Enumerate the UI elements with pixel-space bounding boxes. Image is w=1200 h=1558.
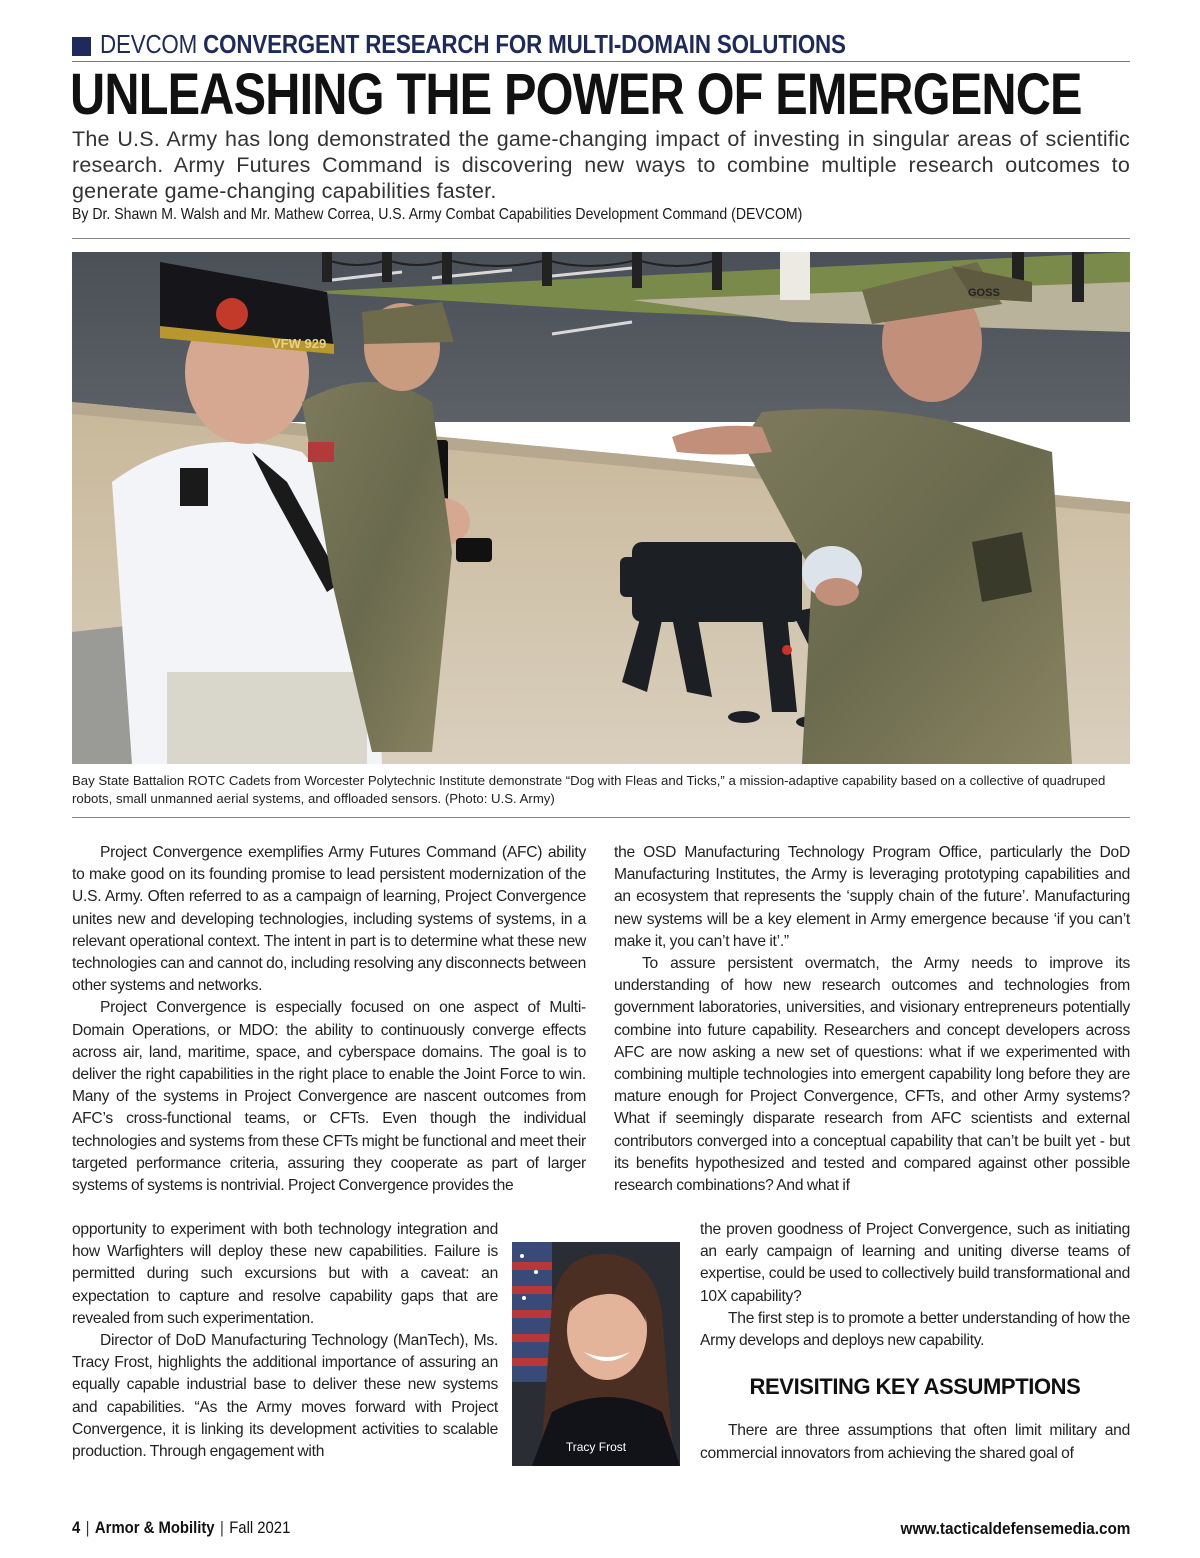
column-right bbox=[614, 842, 1130, 1197]
article-title: UNLEASHING THE POWER OF EMERGENCE bbox=[70, 62, 1082, 127]
body-paragraph: the OSD Manufacturing Technology Program Office, particularly the DoD Manufacturing Institutes, the Army is leveraging prototyping capabilities and an ecosystem that represents the ‘supply chain of the future’. Manufacturing new systems will be a key element in Army emergence because ‘if you can’t make it, you can’t have it’.” bbox=[614, 844, 1130, 950]
portrait-photo bbox=[512, 1242, 680, 1466]
portrait-illustration bbox=[512, 1242, 680, 1466]
body-paragraph: Project Convergence exemplifies Army Futures Command (AFC) ability to make good on its founding promise to lead persistent modernization of the U.S. Army. Often referred to as a campaign of learning, Project Convergence unites new and developing technologies, including systems of systems, in a relevant operational context. The intent in part is to determine what these new technologies can and cannot do, including resolving any disconnects between other systems and networks. bbox=[72, 844, 586, 995]
lead-photo bbox=[72, 252, 1130, 764]
body-paragraph: Director of DoD Manufacturing Technology (ManTech), Ms. Tracy Frost, highlights the additional importance of assuring an equally capable industrial base to deliver these new systems and capabilities. “As the Army moves forward with Project Convergence, it is linking its development activities to scalable production. Through engagement with bbox=[72, 1332, 498, 1461]
caption-divider bbox=[72, 817, 1130, 818]
portrait-label: Tracy Frost bbox=[565, 1440, 627, 1454]
article-deck: The U.S. Army has long demonstrated the game-changing impact of investing in singular areas of scientific research. Army Futures Command is discovering new ways to combine multiple research outcomes to generate game-changing capabilities faster. bbox=[72, 127, 1130, 203]
article-byline: By Dr. Shawn M. Walsh and Mr. Mathew Correa, U.S. Army Combat Capabilities Development Command (DEVCOM) bbox=[72, 206, 803, 223]
cap-text: VFW 929 bbox=[272, 336, 327, 351]
footer-website[interactable]: www.tacticaldefensemedia.com bbox=[900, 1519, 1130, 1538]
page-number: 4 bbox=[72, 1519, 81, 1537]
footer-separator: | bbox=[85, 1519, 90, 1537]
body-paragraph: The first step is to promote a better understanding of how the Army develops and deploys new capability. bbox=[700, 1309, 1130, 1350]
column-left bbox=[72, 842, 586, 1197]
section-square-icon bbox=[72, 37, 91, 56]
footer-publication bbox=[72, 1519, 290, 1538]
body-paragraph: Project Convergence is especially focused on one aspect of Multi-Domain Operations, or MDO: the ability to continuously converge effects across air, land, maritime, space, and cyberspace domains. The goal is to deliver the right capabilities in the right place to enable the Joint Force to win. Many of the systems in Project Convergence are nascent outcomes from AFC’s cross-functional teams, or CFTs. Even though the individual technologies and systems from these CFTs might be functional and meet their targeted performance criteria, assuring they cooperate as part of larger systems of systems is nontrivial. Project Convergence provides the bbox=[72, 999, 586, 1195]
lead-photo-illustration bbox=[72, 252, 1130, 764]
body-paragraph: the proven goodness of Project Convergence, such as initiating an early campaign of learning and uniting diverse teams of expertise, could be used to collectively build transformational and 10X capability? bbox=[700, 1221, 1130, 1305]
footer-separator: | bbox=[219, 1519, 224, 1537]
kicker-light: DEVCOM bbox=[100, 29, 198, 59]
section-header bbox=[72, 28, 1130, 62]
nametape-text: GOSS bbox=[968, 287, 1000, 299]
byline-divider bbox=[72, 238, 1130, 239]
photo-caption: Bay State Battalion ROTC Cadets from Worcester Polytechnic Institute demonstrate “Dog with Fleas and Ticks,” a mission-adaptive capability based on a collective of quadruped robots, small unmanned aerial systems, and offloaded sensors. (Photo: U.S. Army) bbox=[72, 773, 1106, 806]
body-paragraph: To assure persistent overmatch, the Army needs to improve its understanding of how new research outcomes and technologies from government laboratories, universities, and visionary entrepreneurs potentially combine into future capability. Researchers and concept developers across AFC are now asking a new set of questions: what if we experimented with combining multiple technologies into emergent capability long before they are mature enough for Project Convergence, CFTs, and other Army systems? What if seemingly disparate research from AFC scientists and external contributors converged into a conceptual capability that can’t be built yet - but its benefits hypothesized and tested and compared against other possible research combinations? And what if bbox=[614, 955, 1130, 1195]
kicker-bold: CONVERGENT RESEARCH FOR MULTI-DOMAIN SOLUTIONS bbox=[203, 29, 846, 59]
section-subhead: REVISITING KEY ASSUMPTIONS bbox=[749, 1374, 1081, 1400]
publication-name: Armor & Mobility bbox=[94, 1519, 215, 1537]
column-right-narrow bbox=[700, 1219, 1130, 1465]
body-paragraph: opportunity to experiment with both technology integration and how Warfighters will deploy these new capabilities. Failure is permitted during such excursions but with a caveat: an expectation to capture and resolve capability gaps that are revealed from such experimentation. bbox=[72, 1221, 498, 1327]
column-left-narrow bbox=[72, 1219, 498, 1463]
issue-date: Fall 2021 bbox=[229, 1519, 291, 1537]
body-paragraph: There are three assumptions that often limit military and commercial innovators from achieving the shared goal of bbox=[700, 1422, 1130, 1462]
section-kicker bbox=[100, 29, 846, 60]
